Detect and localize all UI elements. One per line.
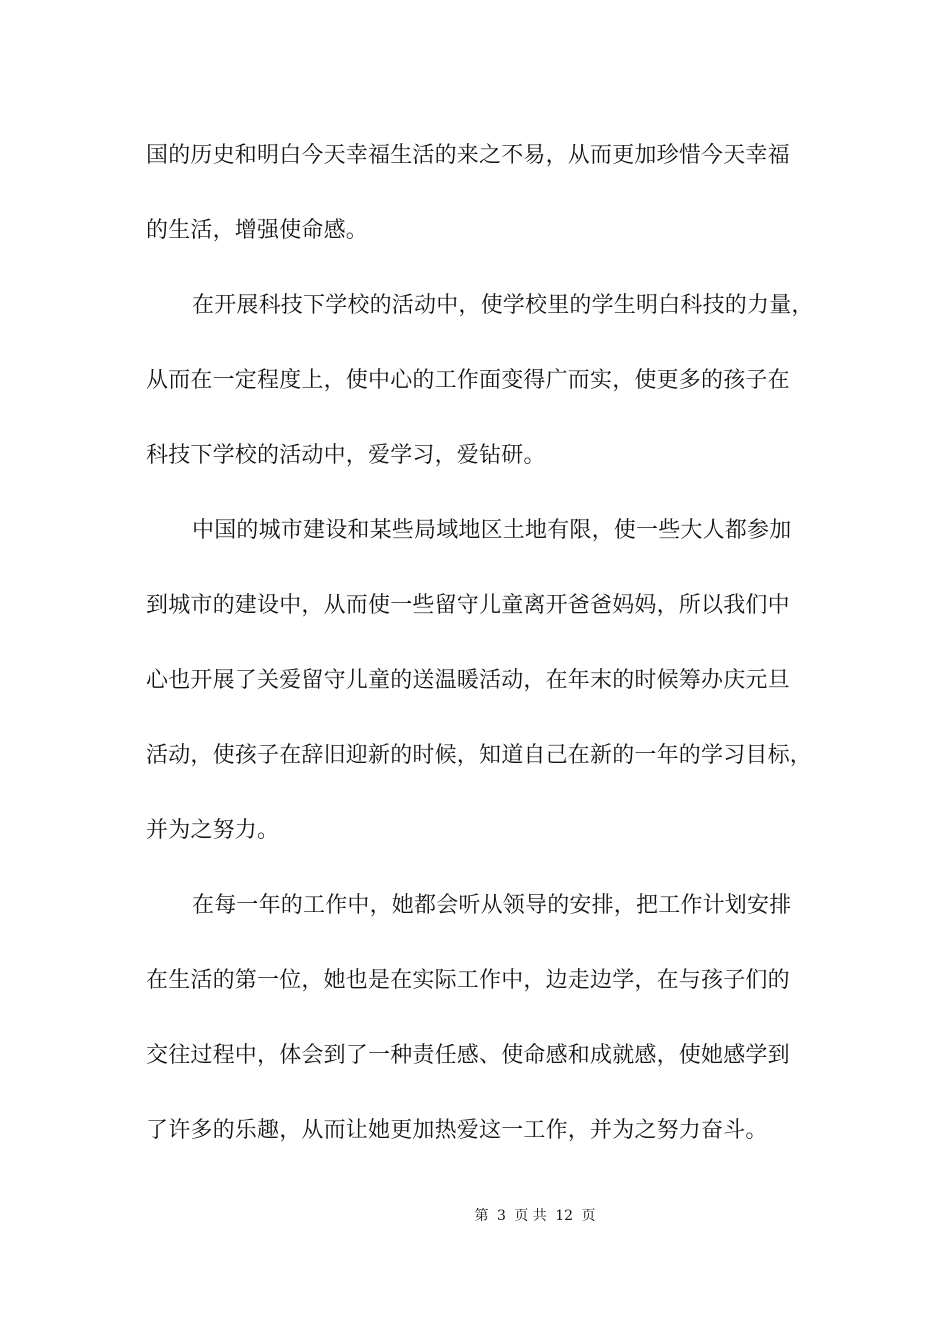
text-line: 国的历史和明白今天幸福生活的来之不易，从而更加珍惜今天幸福 (146, 143, 790, 168)
page-footer (0, 1206, 950, 1226)
footer-suffix: 页 (581, 1208, 596, 1224)
text-line: 在生活的第一位，她也是在实际工作中，边走边学，在与孩子们的 (146, 968, 790, 993)
text-line: 活动，使孩子在辞旧迎新的时候，知道自己在新的一年的学习目标， (146, 743, 813, 768)
footer-total-pages: 12 (555, 1208, 574, 1224)
text-line: 到城市的建设中，从而使一些留守儿童离开爸爸妈妈，所以我们中 (146, 593, 790, 618)
footer-prefix: 第 (474, 1208, 489, 1224)
text-line: 中国的城市建设和某些局域地区土地有限，使一些大人都参加 (192, 518, 792, 543)
text-line: 的生活，增强使命感。 (146, 218, 369, 243)
text-line: 科技下学校的活动中，爱学习，爱钻研。 (146, 443, 546, 468)
body-text (146, 128, 826, 1178)
text-line: 从而在一定程度上，使中心的工作面变得广而实，使更多的孩子在 (146, 368, 790, 393)
text-line: 在开展科技下学校的活动中，使学校里的学生明白科技的力量， (192, 293, 814, 318)
text-line: 在每一年的工作中，她都会听从领导的安排，把工作计划安排 (192, 893, 792, 918)
footer-middle: 页 共 (514, 1208, 547, 1224)
text-line: 交往过程中，体会到了一种责任感、使命感和成就感，使她感学到 (146, 1043, 790, 1068)
footer-current-page: 3 (496, 1208, 506, 1224)
text-line: 了许多的乐趣，从而让她更加热爱这一工作，并为之努力奋斗。 (146, 1118, 768, 1143)
text-line: 并为之努力。 (146, 818, 280, 843)
text-line: 心也开展了关爱留守儿童的送温暖活动，在年末的时候筹办庆元旦 (146, 668, 790, 693)
